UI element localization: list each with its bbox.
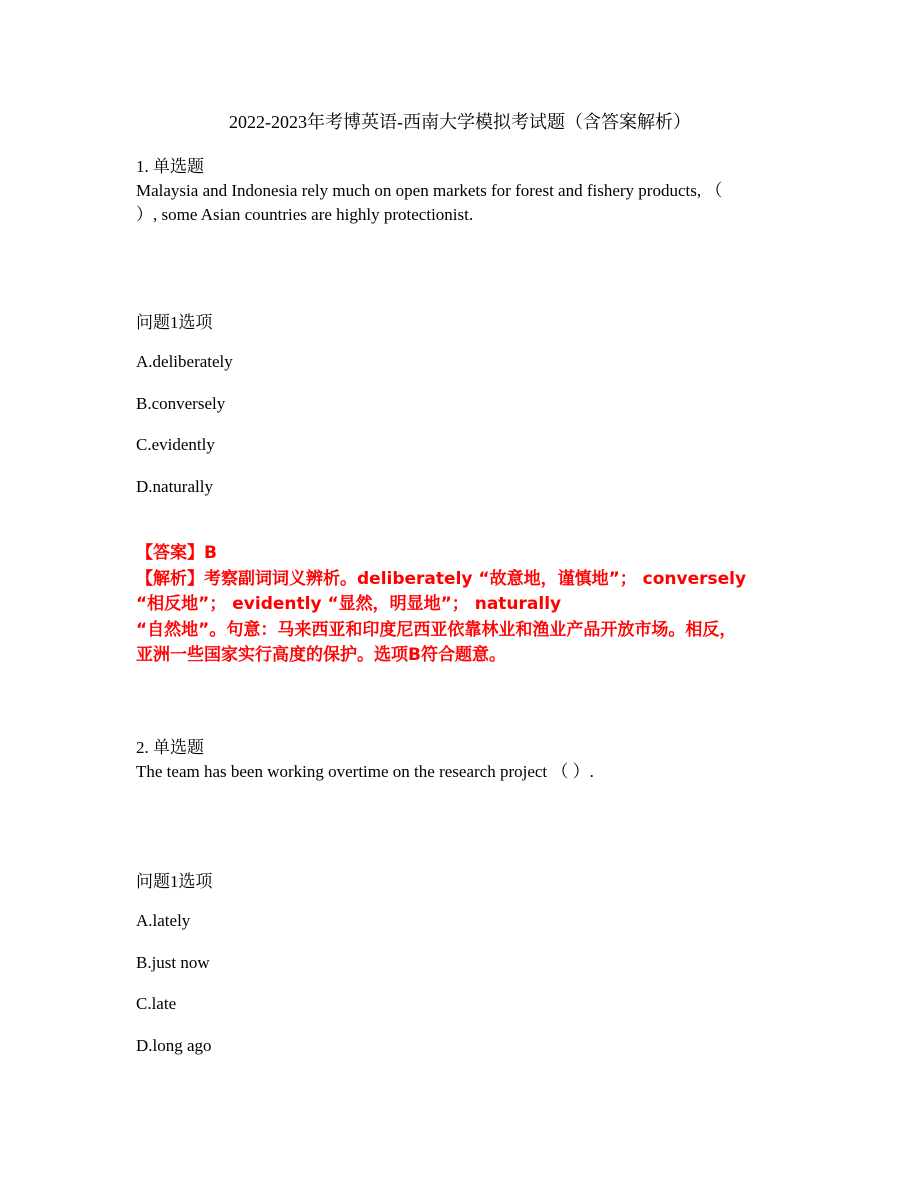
question-header: 1. 单选题 [136,157,204,176]
question-2 [136,736,594,784]
analysis-line: 亚洲一些国家实行高度的保护。选项B符合题意。 [136,645,506,665]
answer-block [136,541,786,669]
document-title: 2022-2023年考博英语-西南大学模拟考试题（含答案解析） [229,112,691,132]
option-a: A.deliberately [136,352,233,371]
options-label: 问题1选项 [136,313,213,332]
option-b: B.just now [136,953,210,972]
options-label: 问题1选项 [136,872,213,891]
question-stem-line: The team has been working overtime on the research project （ ）. [136,762,594,781]
option-d: D.naturally [136,477,213,496]
option-b: B.conversely [136,394,226,413]
analysis-line: “自然地”。句意：马来西亚和印度尼西亚依靠林业和渔业产品开放市场。相反， [136,619,737,640]
question-1 [136,155,722,227]
question-header: 2. 单选题 [136,738,204,757]
analysis-line: “相反地”； evidently “显然，明显地”； naturally [136,594,562,614]
option-c: C.evidently [136,435,215,454]
question-stem-line: Malaysia and Indonesia rely much on open markets for forest and fishery products, （ [136,181,723,200]
analysis-line: 【解析】考察副词词义辨析。deliberately “故意地，谨慎地”； conversely [136,568,747,589]
option-a: A.lately [136,911,191,930]
option-d: D.long ago [136,1036,212,1055]
option-c: C.late [136,994,177,1013]
question-stem-line: ）, some Asian countries are highly protectionist. [136,205,474,224]
answer-line: 【答案】B [136,543,217,563]
